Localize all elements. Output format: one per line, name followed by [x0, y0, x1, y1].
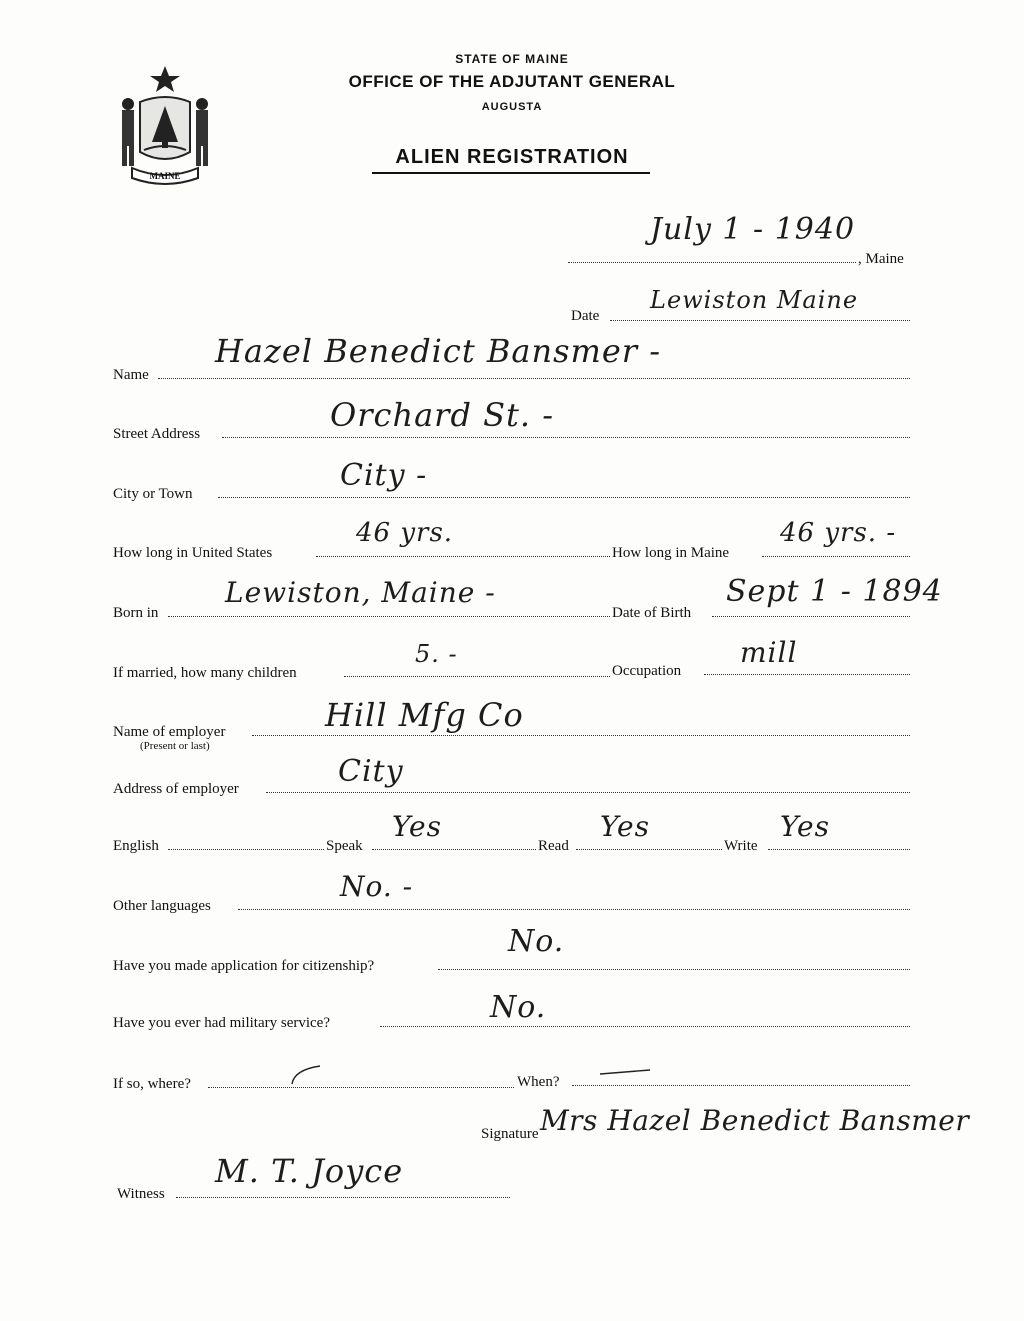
occupation-dots	[704, 674, 910, 675]
speak-label: Speak	[326, 838, 363, 854]
signature-value[interactable]: Mrs Hazel Benedict Bansmer	[540, 1104, 970, 1137]
speak-value[interactable]: Yes	[392, 810, 442, 843]
read-dots	[576, 849, 722, 850]
read-label: Read	[538, 838, 569, 854]
title-underline	[372, 172, 650, 174]
born-in-label: Born in	[113, 605, 159, 621]
state-heading: STATE OF MAINE	[455, 52, 569, 66]
where-stray-pen-marks	[280, 1060, 660, 1090]
where-label: If so, where?	[113, 1076, 191, 1092]
witness-value[interactable]: M. T. Joyce	[215, 1152, 404, 1190]
military-value[interactable]: No.	[490, 990, 547, 1025]
witness-dots	[176, 1197, 510, 1198]
date-line-dots	[568, 262, 856, 263]
citizenship-dots	[438, 969, 910, 970]
employer-sublabel: (Present or last)	[140, 740, 210, 752]
citizenship-label: Have you made application for citizenship?	[113, 958, 375, 974]
read-value[interactable]: Yes	[600, 810, 650, 843]
employer-label: Name of employer	[113, 724, 226, 740]
occupation-value[interactable]: mill	[740, 636, 798, 669]
date-dots	[610, 320, 910, 321]
city-dots	[218, 497, 910, 498]
dob-label: Date of Birth	[612, 605, 692, 621]
name-value[interactable]: Hazel Benedict Bansmer -	[215, 332, 662, 370]
employer-address-dots	[266, 792, 910, 793]
military-label: Have you ever had military service?	[113, 1015, 330, 1031]
street-value[interactable]: Orchard St. -	[330, 396, 555, 434]
date-value[interactable]: July 1 - 1940	[650, 212, 856, 247]
street-label: Street Address	[113, 426, 201, 442]
write-value[interactable]: Yes	[780, 810, 830, 843]
other-languages-value[interactable]: No. -	[340, 870, 414, 903]
seal-text: MAINE	[149, 171, 181, 181]
office-heading: OFFICE OF THE ADJUTANT GENERAL	[348, 72, 676, 91]
born-in-value[interactable]: Lewiston, Maine -	[225, 576, 496, 609]
date-line-suffix: , Maine	[858, 251, 904, 267]
city-heading: AUGUSTA	[481, 101, 543, 113]
employer-value[interactable]: Hill Mfg Co	[325, 696, 524, 734]
name-dots	[158, 378, 910, 379]
employer-address-label: Address of employer	[113, 781, 239, 797]
city-value[interactable]: City -	[340, 458, 428, 493]
signature-label: Signature	[481, 1126, 539, 1142]
other-languages-dots	[238, 909, 910, 910]
speak-dots	[372, 849, 536, 850]
english-dots	[168, 849, 324, 850]
when-label: When?	[517, 1074, 560, 1090]
dob-value[interactable]: Sept 1 - 1894	[726, 574, 943, 609]
how-long-maine-value[interactable]: 46 yrs. -	[780, 518, 897, 548]
write-dots	[768, 849, 910, 850]
occupation-label: Occupation	[612, 663, 682, 679]
other-languages-label: Other languages	[113, 898, 211, 914]
children-dots	[344, 676, 610, 677]
place-value[interactable]: Lewiston Maine	[650, 286, 859, 314]
how-long-us-value[interactable]: 46 yrs.	[356, 518, 454, 548]
date-label: Date	[571, 308, 600, 324]
how-long-maine-dots	[762, 556, 910, 557]
how-long-maine-label: How long in Maine	[612, 545, 730, 561]
dob-dots	[712, 616, 910, 617]
born-in-dots	[168, 616, 610, 617]
city-label: City or Town	[113, 486, 193, 502]
english-label: English	[113, 838, 159, 854]
employer-dots	[252, 735, 910, 736]
employer-address-value[interactable]: City	[338, 754, 404, 789]
how-long-us-dots	[316, 556, 610, 557]
children-value[interactable]: 5. -	[415, 640, 458, 668]
citizenship-value[interactable]: No.	[508, 924, 565, 959]
children-label: If married, how many children	[113, 665, 297, 681]
name-label: Name	[113, 367, 149, 383]
page-title: ALIEN REGISTRATION	[395, 146, 629, 168]
how-long-us-label: How long in United States	[113, 545, 273, 561]
military-dots	[380, 1026, 910, 1027]
witness-label: Witness	[117, 1186, 165, 1202]
write-label: Write	[724, 838, 758, 854]
street-dots	[222, 437, 910, 438]
